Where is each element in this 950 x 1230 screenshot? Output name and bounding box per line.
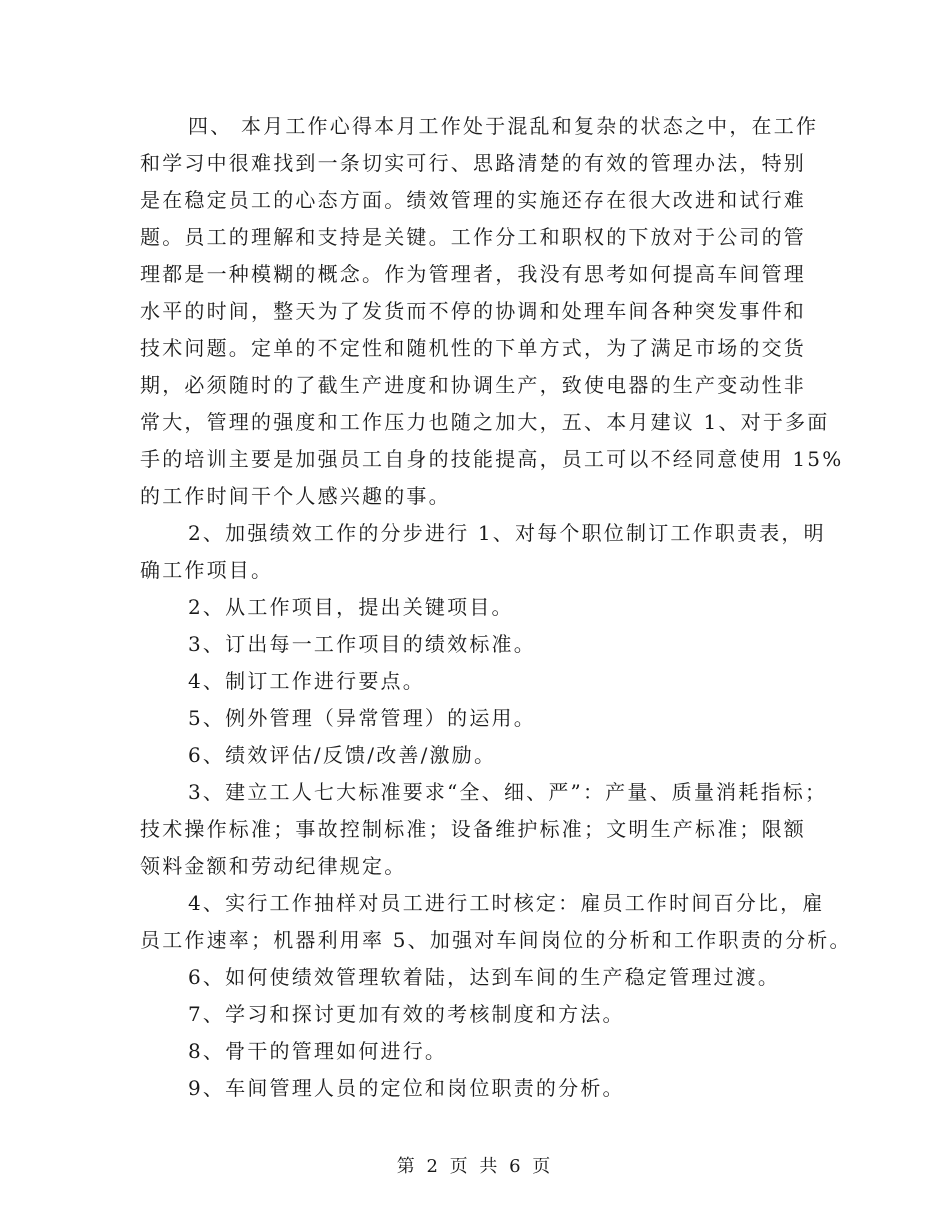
text-line: 2、加强绩效工作的分步进行 1、对每个职位制订工作职责表，明 xyxy=(188,521,826,545)
paragraph-monthly-reflection xyxy=(140,108,844,515)
text-line: 的工作时间干个人感兴趣的事。 xyxy=(140,484,451,508)
text-line: 技术操作标准；事故控制标准；设备维护标准；文明生产标准；限额 xyxy=(140,817,806,841)
list-item xyxy=(140,1033,820,1070)
text-line: 和学习中很难找到一条切实可行、思路清楚的有效的管理办法，特别 xyxy=(140,151,806,175)
text-line: 3、建立工人七大标准要求“全、细、严”：产量、质量消耗指标； xyxy=(188,780,828,804)
text-line: 9、车间管理人员的定位和岗位职责的分析。 xyxy=(188,1076,625,1100)
text-line: 6、绩效评估/反馈/改善/激励。 xyxy=(188,743,497,767)
list-item xyxy=(140,663,820,700)
list-item xyxy=(140,626,820,663)
document-body xyxy=(140,108,852,1107)
text-line: 领料金额和劳动纪律规定。 xyxy=(140,854,407,878)
list-item xyxy=(140,737,820,774)
paragraph-performance-steps xyxy=(140,515,826,589)
list-item xyxy=(140,700,820,737)
page-number-footer: 第 2 页 共 6 页 xyxy=(396,1156,554,1177)
paragraph-work-sampling xyxy=(140,885,852,959)
list-item xyxy=(140,589,820,626)
text-line: 8、骨干的管理如何进行。 xyxy=(188,1039,448,1063)
list-item xyxy=(140,959,820,996)
text-line: 7、学习和探讨更加有效的考核制度和方法。 xyxy=(188,1002,625,1026)
list-item xyxy=(140,1070,820,1107)
text-line: 4、制订工作进行要点。 xyxy=(188,669,425,693)
text-line: 6、如何使绩效管理软着陆，达到车间的生产稳定管理过渡。 xyxy=(188,965,781,989)
text-line: 理都是一种模糊的概念。作为管理者，我没有思考如何提高车间管理 xyxy=(140,262,806,286)
text-line: 员工作速率；机器利用率 5、加强对车间岗位的分析和工作职责的分析。 xyxy=(140,928,852,952)
text-line: 期，必须随时的了截生产进度和协调生产，致使电器的生产变动性非 xyxy=(140,373,806,397)
text-line: 手的培训主要是加强员工自身的技能提高，员工可以不经同意使用 15% xyxy=(140,447,844,471)
text-line: 5、例外管理（异常管理）的运用。 xyxy=(188,706,536,730)
text-line: 确工作项目。 xyxy=(140,558,274,582)
text-line: 是在稳定员工的心态方面。绩效管理的实施还存在很大改进和试行难 xyxy=(140,188,806,212)
text-line: 四、 本月工作心得本月工作处于混乱和复杂的状态之中，在工作 xyxy=(188,114,819,138)
text-line: 技术问题。定单的不定性和随机性的下单方式，为了满足市场的交货 xyxy=(140,336,806,360)
text-line: 题。员工的理解和支持是关键。工作分工和职权的下放对于公司的管 xyxy=(140,225,806,249)
text-line: 水平的时间，整天为了发货而不停的协调和处理车间各种突发事件和 xyxy=(140,299,806,323)
text-line: 4、实行工作抽样对员工进行工时核定：雇员工作时间百分比，雇 xyxy=(188,891,825,915)
text-line: 常大，管理的强度和工作压力也随之加大，五、本月建议 1、对于多面 xyxy=(140,410,830,434)
paragraph-worker-standards xyxy=(140,774,828,885)
text-line: 2、从工作项目，提出关键项目。 xyxy=(188,595,514,619)
text-line: 3、订出每一工作项目的绩效标准。 xyxy=(188,632,536,656)
list-item xyxy=(140,996,820,1033)
